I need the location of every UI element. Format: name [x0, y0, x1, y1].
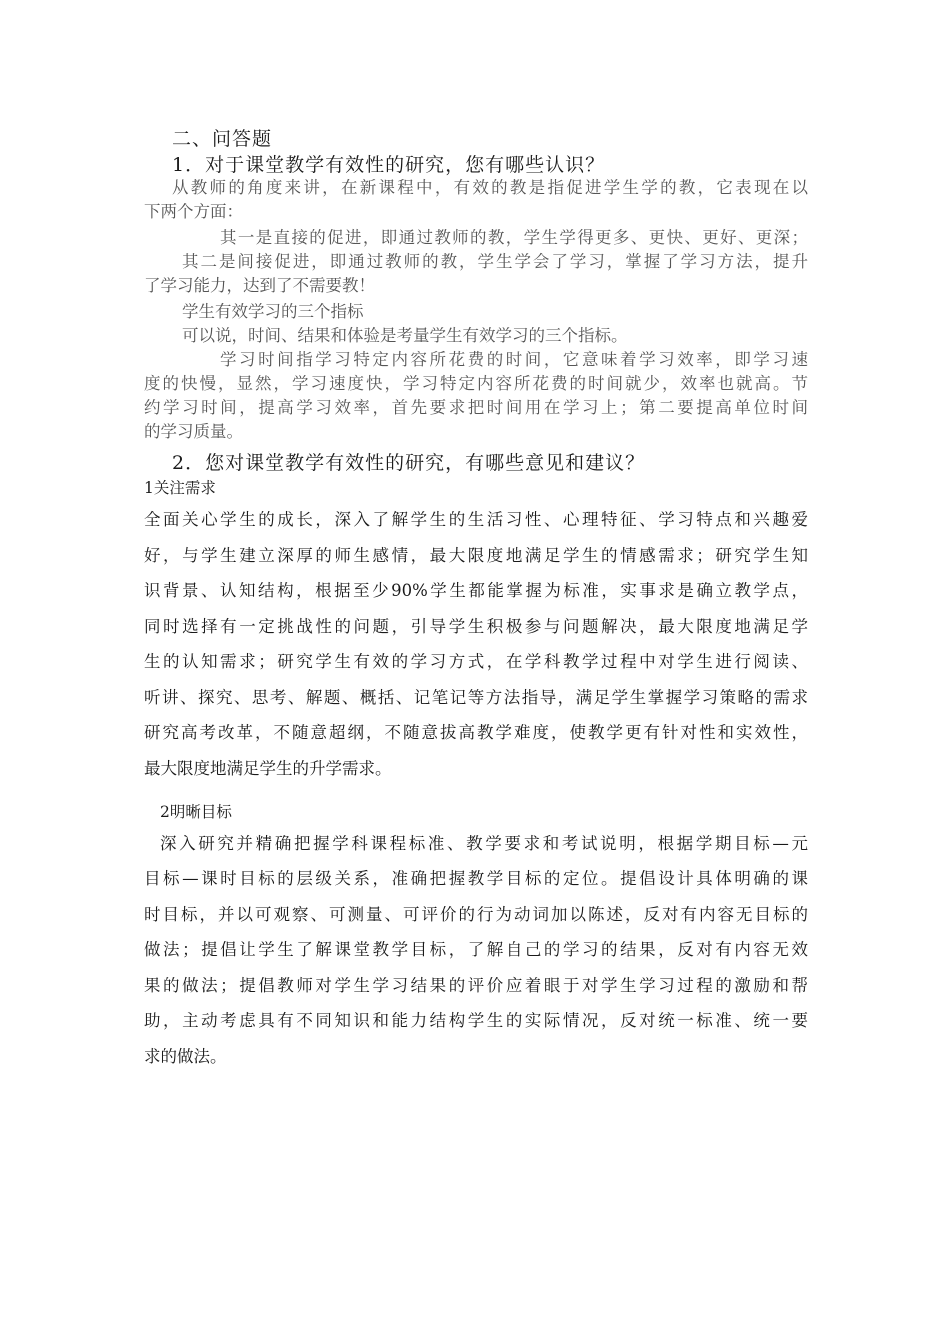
- subheading-clear-goals: 2明晰目标: [160, 803, 232, 821]
- q2-para1-line-7: 研究高考改革，不随意超纲，不随意拔高教学难度，使教学更有针对性和实效性，: [144, 723, 808, 742]
- q2-para1-line-3: 识背景、认知结构，根据至少90%学生都能掌握为标准，实事求是确立教学点，: [144, 581, 808, 600]
- question-1-title: 1．对于课堂教学有效性的研究，您有哪些认识？: [172, 154, 606, 176]
- q2-para2-line-2: 目标—课时目标的层级关系，准确把握教学目标的定位。提倡设计具体明确的课: [144, 869, 808, 888]
- q1-line-3: 其一是直接的促进，即通过教师的教，学生学得更多、更快、更好、更深；: [220, 228, 808, 247]
- q1-line-6: 学生有效学习的三个指标: [182, 302, 364, 321]
- section-title: 二、问答题: [172, 128, 273, 150]
- q1-line-8: 学习时间指学习特定内容所花费的时间，它意味着学习效率，即学习速: [220, 350, 808, 369]
- q2-para2-line-6: 助，主动考虑具有不同知识和能力结构学生的实际情况，反对统一标准、统一要: [144, 1011, 808, 1030]
- q2-para2-line-7: 求的做法。: [144, 1047, 227, 1066]
- q1-line-4: 其二是间接促进，即通过教师的教，学生学会了学习，掌握了学习方法，提升: [182, 252, 808, 271]
- q1-line-10: 约学习时间，提高学习效率，首先要求把时间用在学习上；第二要提高单位时间: [144, 398, 808, 417]
- q1-line-11: 的学习质量。: [144, 422, 243, 441]
- q2-para1-line-6: 听讲、探究、思考、解题、概括、记笔记等方法指导，满足学生掌握学习策略的需求: [144, 688, 808, 707]
- subheading-focus-needs: 1关注需求: [144, 479, 216, 497]
- q2-para2-line-1: 深入研究并精确把握学科课程标准、教学要求和考试说明，根据学期目标—元: [160, 834, 808, 853]
- q2-para1-line-1: 全面关心学生的成长，深入了解学生的生活习性、心理特征、学习特点和兴趣爱: [144, 510, 808, 529]
- q1-line-9: 度的快慢，显然，学习速度快，学习特定内容所花费的时间就少，效率也就高。节: [144, 374, 808, 393]
- q2-para2-line-3: 时目标，并以可观察、可测量、可评价的行为动词加以陈述，反对有内容无目标的: [144, 905, 808, 924]
- q1-line-5: 了学习能力，达到了不需要教！: [144, 276, 375, 295]
- question-2-title: 2．您对课堂教学有效性的研究，有哪些意见和建议？: [172, 452, 646, 474]
- q2-para1-line-8: 最大限度地满足学生的升学需求。: [144, 759, 392, 778]
- q1-line-2: 下两个方面：: [144, 202, 243, 221]
- q2-para1-line-4: 同时选择有一定挑战性的问题，引导学生积极参与问题解决，最大限度地满足学: [144, 617, 808, 636]
- q2-para1-line-5: 生的认知需求；研究学生有效的学习方式，在学科教学过程中对学生进行阅读、: [144, 652, 808, 671]
- q2-para2-line-5: 果的做法；提倡教师对学生学习结果的评价应着眼于对学生学习过程的激励和帮: [144, 976, 808, 995]
- q2-para2-line-4: 做法；提倡让学生了解课堂教学目标，了解自己的学习的结果，反对有内容无效: [144, 940, 808, 959]
- q1-line-1: 从教师的角度来讲，在新课程中，有效的教是指促进学生学的教，它表现在以: [172, 178, 808, 197]
- q1-line-7: 可以说，时间、结果和体验是考量学生有效学习的三个指标。: [182, 326, 628, 345]
- q2-para1-line-2: 好，与学生建立深厚的师生感情，最大限度地满足学生的情感需求；研究学生知: [144, 546, 808, 565]
